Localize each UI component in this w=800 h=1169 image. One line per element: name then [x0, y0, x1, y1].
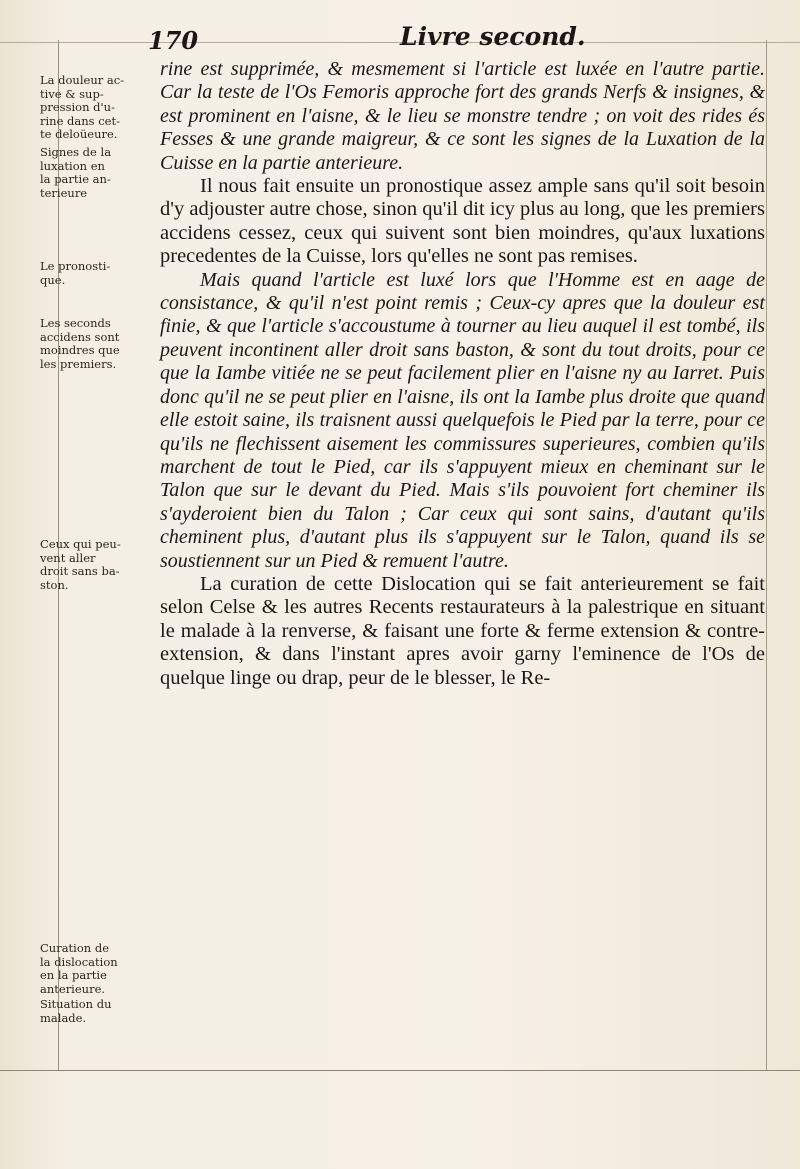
margin-note: Ceux qui peu- vent aller droit sans ba- ston. — [40, 537, 121, 592]
page-number: 170 — [148, 26, 199, 55]
paragraph-hippocrates-2: Mais quand l'article est luxé lors que l'Homme est en aage de consistance, & qu'il n'est point remis ; Ceux-cy apres que la douleur est finie, & que l'article s'accoustume à tourner au lieu auquel il est tombé, ils peuvent incontinent aller droit sans baston, & sont du tout droits, pour ce que la Iambe vitiée ne se peut facilement plier en l'aisne ny au Iarret. Puis donc qu'il ne se peut plier en l'aisne, ils ont la Iambe plus droite que quand elle estoit saine, ils traisnent aussi quelquefois le Pied par la terre, pour ce qu'ils ne flechissent aisement les commissures superieures, combien qu'ils marchent de tout le Pied, car ils s'appuyent mieux en cheminant sur le Talon que sur le devant du Pied. Mais s'ils pouvoient fort cheminer ils s'ayderoient bien du Talon ; Car ceux qui sont sains, d'autant qu'ils cheminent plus, d'autant plus ils s'appuyent sur le Talon, quand ils se soustiennent sur un Pied & remuent l'autre. — [160, 268, 765, 572]
margin-note: La douleur ac- tive & sup- pression d'u- rine dans cet- te deloüeure. — [40, 73, 125, 141]
margin-note: Signes de la luxation en la partie an- terieure — [40, 145, 112, 200]
margin-note: Situation du malade. — [40, 997, 112, 1025]
margin-rule-right — [766, 40, 767, 1070]
main-text — [160, 58, 765, 690]
running-title: Livre second. — [400, 22, 586, 51]
margin-notes — [0, 60, 156, 1070]
paragraph-commentary-1: Il nous fait ensuite un pronostique assez ample sans qu'il soit besoin d'y adjouster autre chose, sinon qu'il dit icy plus au long, que les premiers accidens cessez, ceux qui suivent sont bien moindres, qu'aux luxations precedentes de la Cuisse, lors qu'elles ne sont pas remises. — [160, 175, 765, 268]
paragraph-hippocrates-1: rine est supprimée, & mesmement si l'article est luxée en l'autre partie. Car la teste de l'Os Femoris approche fort des grands Nerfs & insignes, & est prominent en l'aisne, & le lieu se monstre tendre ; on voit des rides és Fesses & une grande maigreur, & ce sont les signes de la Luxation de la Cuisse en la partie anterieure. — [160, 58, 765, 174]
margin-note: Les seconds accidens sont moindres que les premiers. — [40, 316, 120, 371]
margin-note: Curation de la dislocation en la partie anterieure. — [40, 941, 118, 996]
margin-note: Le pronosti- que. — [40, 259, 111, 287]
bottom-rule — [0, 1070, 800, 1071]
paragraph-commentary-2: La curation de cette Dislocation qui se fait anterieurement se fait selon Celse & les autres Recents restaurateurs à la palestrique en situant le malade à la renverse, & faisant une forte & ferme extension & contre-extension, & dans l'instant apres avoir garny l'eminence de l'Os de quelque linge ou drap, peur de le blesser, le Re- — [160, 572, 765, 689]
